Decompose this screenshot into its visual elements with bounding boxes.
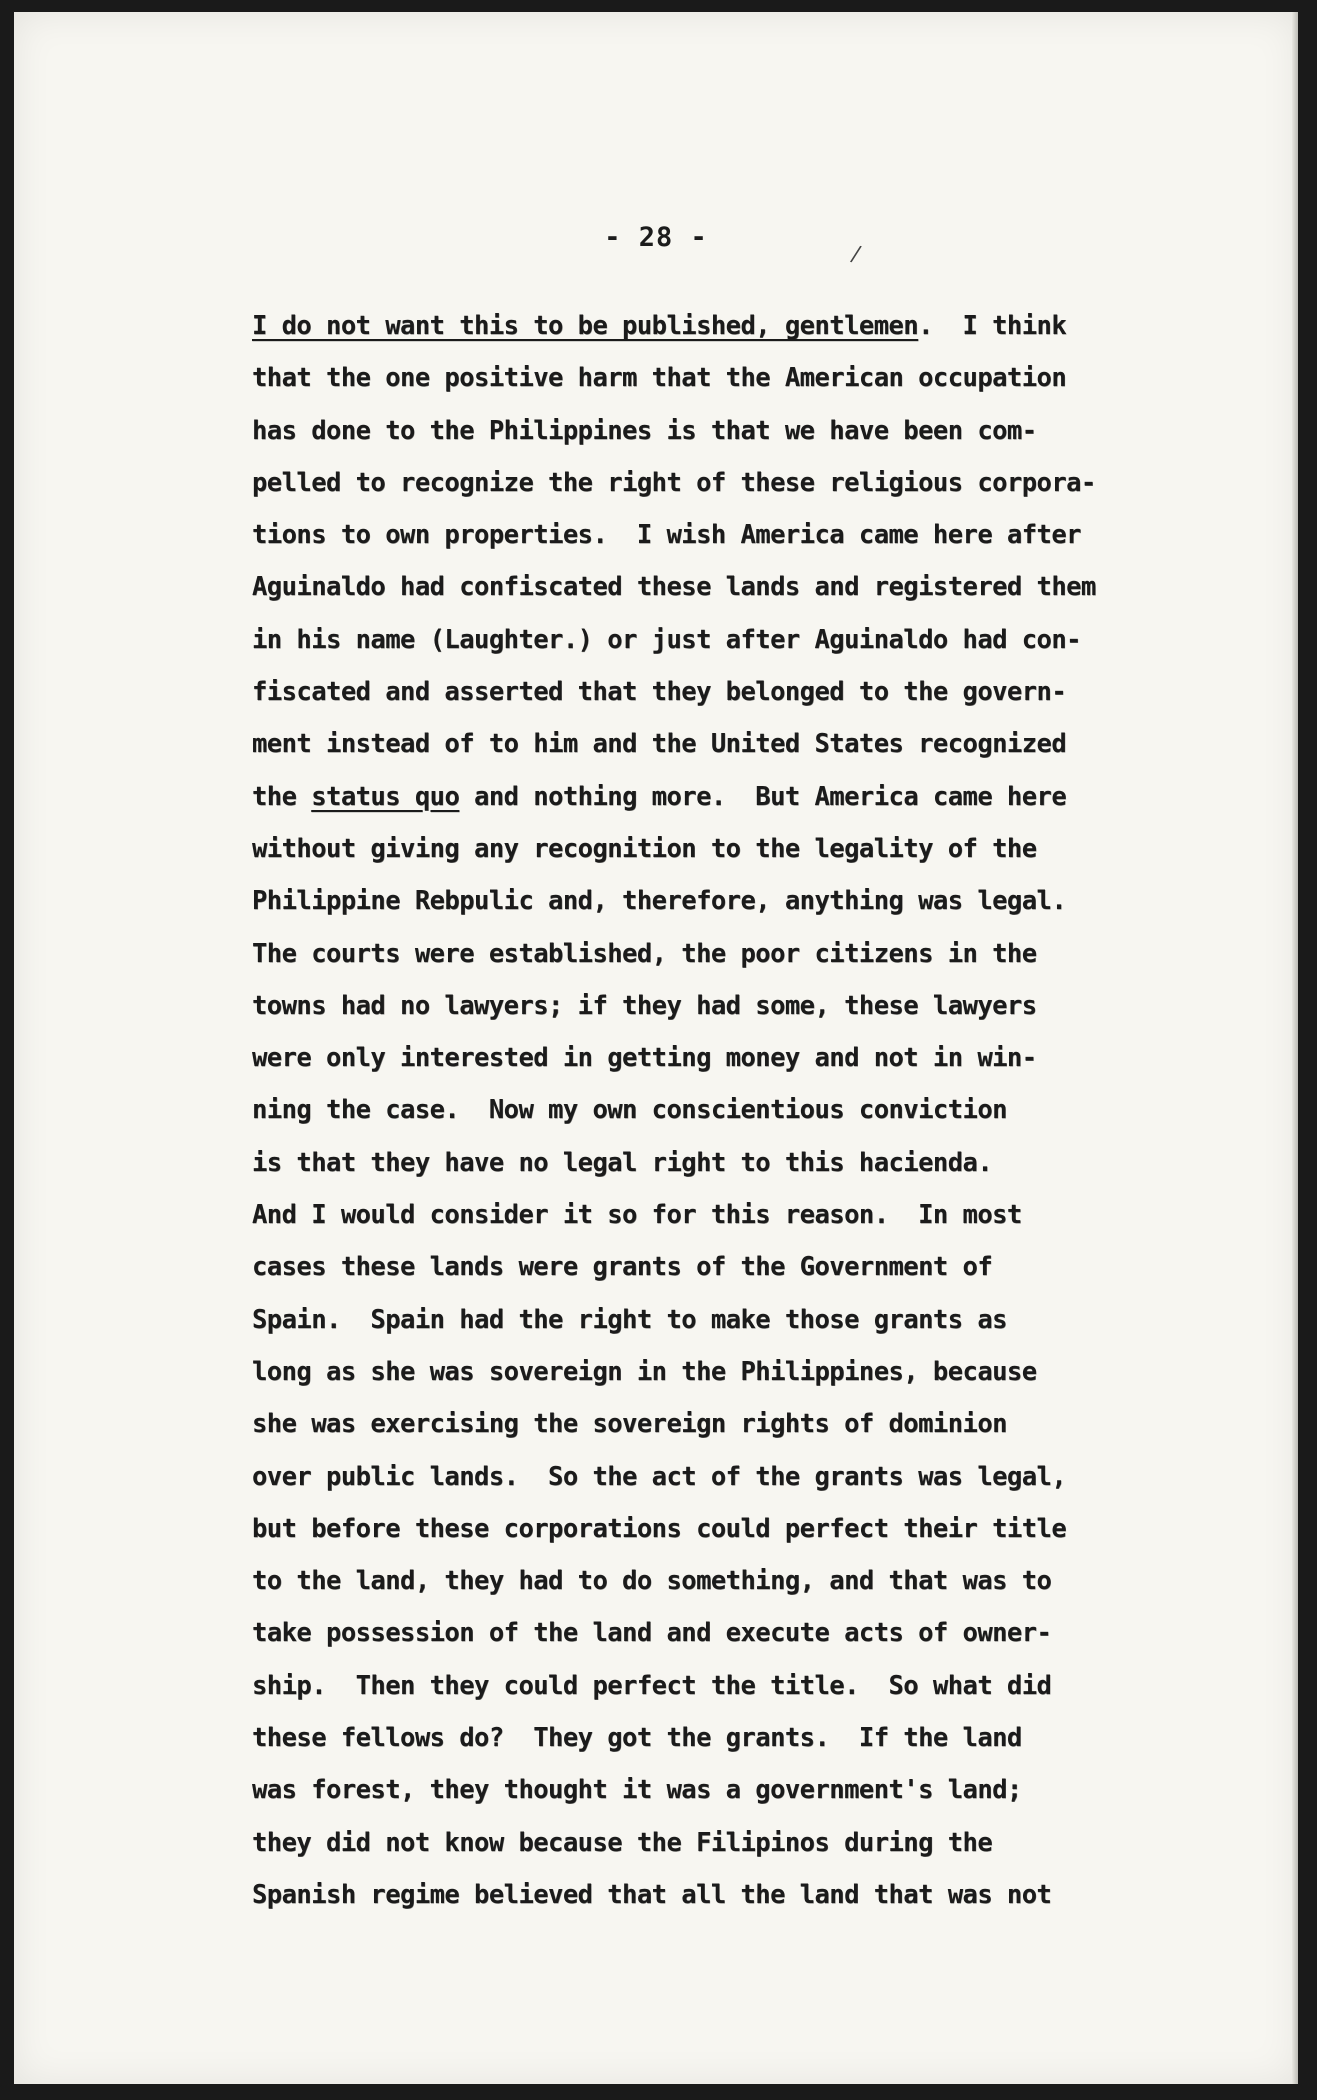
text-line — [252, 457, 1252, 509]
typed-body-text — [252, 300, 1252, 1921]
text-line — [252, 1294, 1252, 1346]
text-line — [252, 1189, 1252, 1241]
text-segment: And I would consider it so for this reason. In most — [252, 1200, 1022, 1231]
text-segment: in his name (Laughter.) or just after Aguinaldo had con- — [252, 624, 1081, 655]
text-segment: pelled to recognize the right of these religious corpora- — [252, 467, 1096, 498]
page-number: - 28 - — [604, 222, 708, 253]
text-line — [252, 875, 1252, 927]
text-line — [252, 1398, 1252, 1450]
text-line — [252, 300, 1252, 352]
text-line — [252, 1032, 1252, 1084]
text-segment: fiscated and asserted that they belonged to the govern- — [252, 677, 1067, 708]
text-line — [252, 405, 1252, 457]
text-line — [252, 1555, 1252, 1607]
text-segment: to the land, they had to do something, and that was to — [252, 1566, 1052, 1597]
text-line — [252, 352, 1252, 404]
text-line — [252, 509, 1252, 561]
text-segment: Philippine Rebpulic and, therefore, anything was legal. — [252, 886, 1067, 917]
text-line — [252, 1241, 1252, 1293]
text-segment: Spain. Spain had the right to make those grants as — [252, 1304, 1007, 1335]
text-segment: the — [252, 781, 312, 812]
text-line — [252, 980, 1252, 1032]
text-segment: they did not know because the Filipinos during the — [252, 1827, 993, 1858]
text-line — [252, 1764, 1252, 1816]
text-segment: is that they have no legal right to this hacienda. — [252, 1147, 993, 1178]
text-line — [252, 823, 1252, 875]
underlined-text: status quo — [311, 781, 460, 812]
text-line — [252, 1503, 1252, 1555]
text-line — [252, 928, 1252, 980]
text-line — [252, 614, 1252, 666]
text-line — [252, 1817, 1252, 1869]
text-segment: were only interested in getting money and not in win- — [252, 1043, 1037, 1074]
text-segment: . I think — [918, 311, 1067, 341]
text-segment: was forest, they thought it was a government's land; — [252, 1775, 1022, 1806]
text-segment: and nothing more. But America came here — [459, 781, 1067, 812]
text-segment: long as she was sovereign in the Philippines, because — [252, 1356, 1037, 1387]
text-segment: ship. Then they could perfect the title. So what did — [252, 1670, 1052, 1701]
text-line — [252, 1137, 1252, 1189]
text-segment: tions to own properties. I wish America came here after — [252, 520, 1081, 551]
text-segment: Aguinaldo had confiscated these lands and registered them — [252, 572, 1096, 603]
text-line — [252, 771, 1252, 823]
text-segment: ment instead of to him and the United States recognized — [252, 729, 1067, 760]
text-segment: without giving any recognition to the legality of the — [252, 833, 1037, 864]
page-edge-shadow — [1292, 12, 1298, 2084]
document-page — [14, 12, 1298, 2084]
text-segment: that the one positive harm that the American occupation — [252, 363, 1067, 394]
stray-mark: / — [848, 241, 863, 268]
text-line — [252, 561, 1252, 613]
text-line — [252, 1451, 1252, 1503]
text-segment: cases these lands were grants of the Government of — [252, 1252, 993, 1283]
text-line — [252, 718, 1252, 770]
text-segment: Spanish regime believed that all the land that was not — [252, 1879, 1052, 1910]
text-segment: over public lands. So the act of the grants was legal, — [252, 1461, 1067, 1492]
text-line — [252, 1712, 1252, 1764]
text-segment: towns had no lawyers; if they had some, these lawyers — [252, 990, 1037, 1021]
text-segment: take possession of the land and execute acts of owner- — [252, 1618, 1052, 1649]
text-segment: ning the case. Now my own conscientious conviction — [252, 1095, 1007, 1126]
text-line — [252, 1660, 1252, 1712]
text-segment: but before these corporations could perfect their title — [252, 1513, 1067, 1544]
text-line — [252, 1607, 1252, 1659]
text-segment: The courts were established, the poor citizens in the — [252, 938, 1037, 969]
text-line — [252, 1869, 1252, 1921]
text-segment: has done to the Philippines is that we have been com- — [252, 415, 1037, 446]
underlined-text: I do not want this to be published, gentlemen — [252, 311, 919, 341]
text-line — [252, 1346, 1252, 1398]
text-segment: these fellows do? They got the grants. If the land — [252, 1723, 1022, 1754]
text-line — [252, 666, 1252, 718]
text-line — [252, 1084, 1252, 1136]
text-segment: she was exercising the sovereign rights of dominion — [252, 1409, 1007, 1440]
